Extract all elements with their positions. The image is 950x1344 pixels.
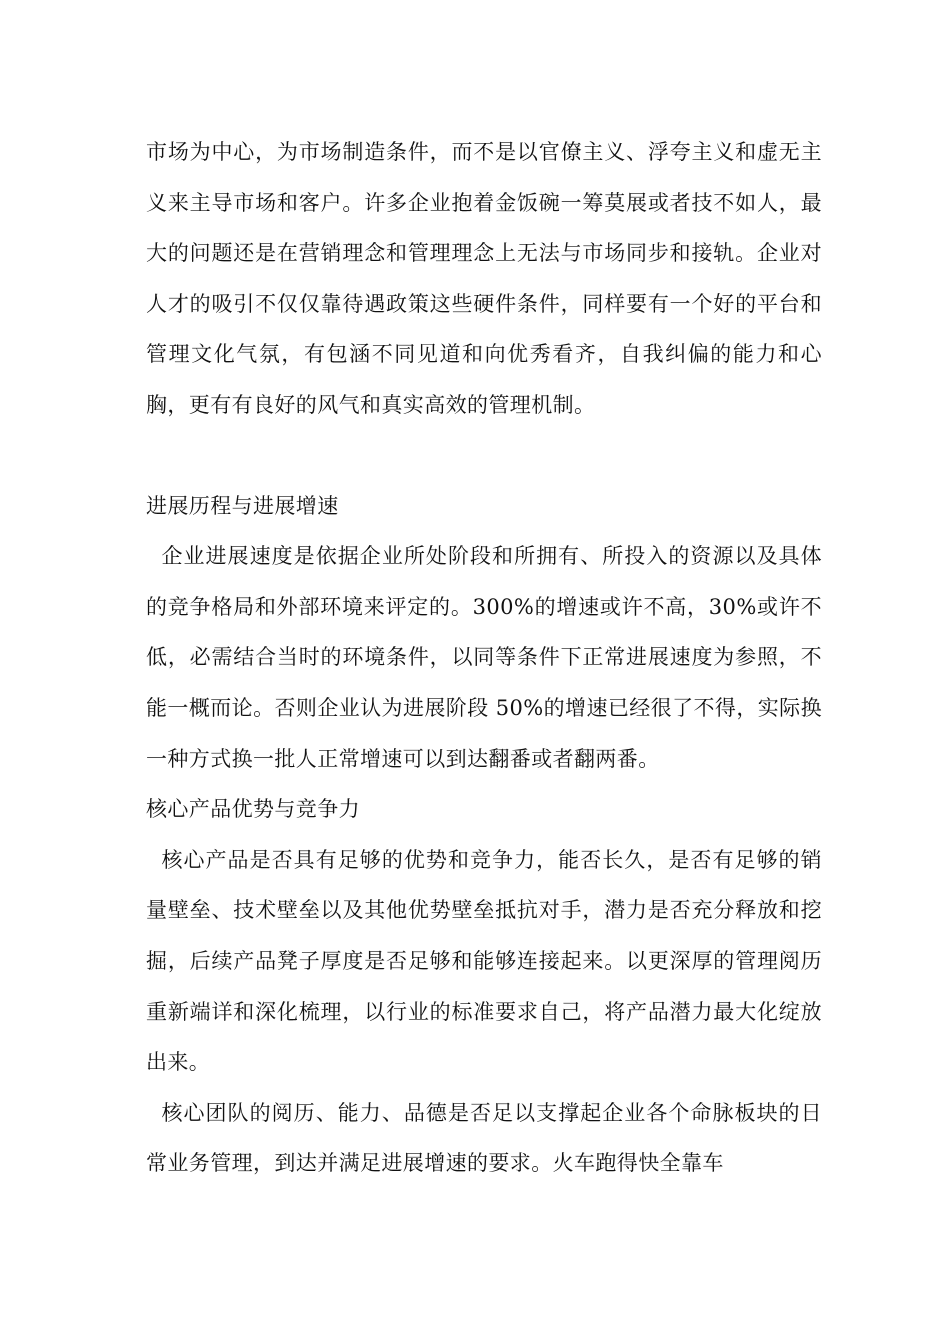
section-heading-development: 进展历程与进展增速 (146, 493, 339, 518)
paragraph-core-product: 核心产品是否具有足够的优势和竞争力，能否长久，是否有足够的销量壁垒、技术壁垒以及其他优势壁垒抵抗对手，潜力是否充分释放和挖掘，后续产品凳子厚度是否足够和能够连接起来。以更深厚的管理阅历重新端详和深化梳理，以行业的标准要求自己，将产品潜力最大化绽放出来。 (146, 847, 822, 1075)
section-heading-core-product: 核心产品优势与竞争力 (146, 797, 360, 822)
paragraph-core-team: 核心团队的阅历、能力、品德是否足以支撑起企业各个命脉板块的日常业务管理，到达并满足进展增速的要求。火车跑得快全靠车 (146, 1100, 822, 1176)
paragraph-market: 市场为中心，为市场制造条件，而不是以官僚主义、浮夸主义和虚无主义来主导市场和客户。许多企业抱着金饭碗一筹莫展或者技不如人，最大的问题还是在营销理念和管理理念上无法与市场同步和接轨。企业对人才的吸引不仅仅靠待遇政策这些硬件条件，同样要有一个好的平台和管理文化气氛，有包涵不同见道和向优秀看齐，自我纠偏的能力和心胸，更有有良好的风气和真实高效的管理机制。 (146, 140, 822, 417)
document-body (146, 127, 822, 1189)
paragraph-development-speed: 企业进展速度是依据企业所处阶段和所拥有、所投入的资源以及具体的竞争格局和外部环境来评定的。300%的增速或许不高，30%或许不低，必需结合当时的环境条件，以同等条件下正常进展速度为参照，不能一概而论。否则企业认为进展阶段 50%的增速已经很了不得，实际换一种方式换一批人正常增速可以到达翻番或者翻两番。 (146, 544, 822, 771)
paragraph-spacer (146, 431, 822, 481)
